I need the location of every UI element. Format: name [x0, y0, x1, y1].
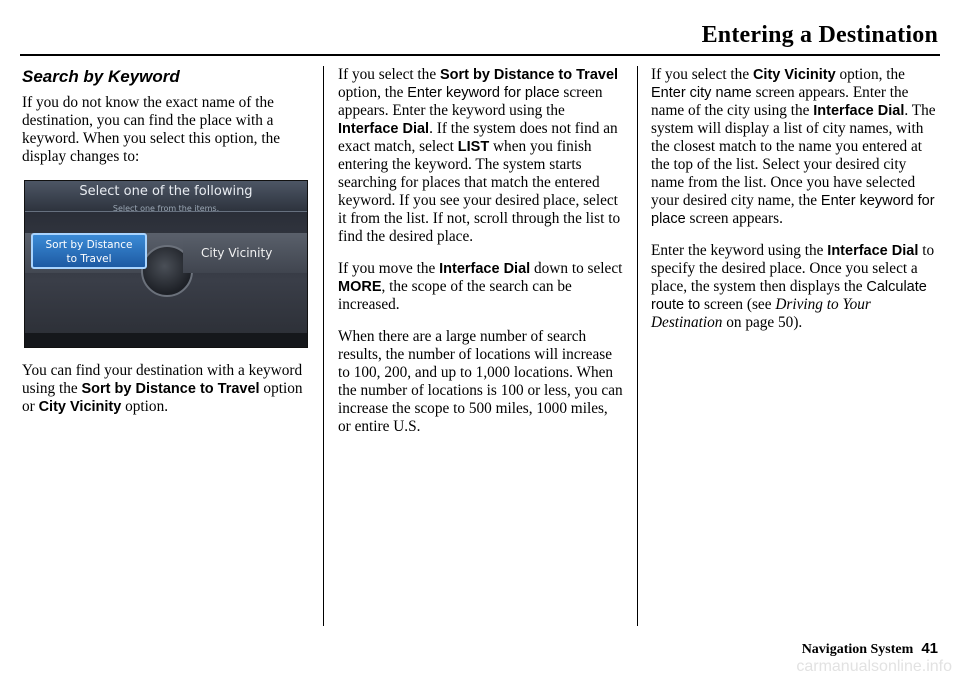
sort-option-line-1: Sort by Distance — [45, 239, 133, 251]
sort-by-distance-option — [31, 233, 147, 269]
city-vicinity-paragraph — [651, 66, 941, 228]
text-run: Enter the keyword using the — [651, 242, 828, 259]
ui-term-sort-by-distance: Sort by Distance to Travel — [439, 67, 619, 83]
text-run: , the scope of the search can be increased. — [338, 278, 572, 313]
column-divider-2 — [637, 66, 638, 626]
watermark: carmanualsonline.info — [796, 658, 952, 675]
page-footer — [802, 640, 938, 658]
column-2 — [338, 66, 624, 450]
text-run: when you finish entering the keyword. The system starts searching for places that match the entered keyword. If you see your desired place, select it from the list. If not, scroll through the list to find the desired place. — [338, 138, 621, 245]
text-run: option, the — [835, 66, 905, 83]
intro-text: If you do not know the exact name of the destination, you can find the place with a keyword. When you select this option, the display changes to: — [22, 94, 281, 165]
text-run: screen appears. — [685, 210, 783, 227]
text-run: to specify the desired place. Once you select a place, the system then displays the — [651, 242, 935, 295]
ui-term-interface-dial: Interface Dial — [827, 243, 919, 259]
text-run: . The system will display a list of city names, with the closest match to the name you entered at the top of the list. Select your desired city name from the list. Once you have selected your desired city name, the — [651, 102, 936, 209]
title-divider — [20, 54, 940, 56]
screen-title: Select one of the following — [79, 184, 253, 199]
ui-term-list: LIST — [457, 139, 490, 155]
text-run: screen appears. Enter the name of the city using the — [651, 84, 909, 119]
column-1 — [22, 66, 310, 430]
enter-keyword-paragraph — [651, 242, 941, 332]
column-3 — [651, 66, 941, 346]
sort-distance-paragraph — [338, 66, 624, 246]
page-number: 41 — [921, 640, 938, 657]
ui-term-city-vicinity: City Vicinity — [752, 67, 836, 83]
page-title: Entering a Destination — [701, 22, 938, 48]
ui-screen-enter-keyword: Enter keyword for place — [407, 85, 560, 101]
intro-paragraph — [22, 94, 310, 166]
ui-term-city-vicinity: City Vicinity — [38, 399, 122, 415]
ui-term-interface-dial: Interface Dial — [439, 261, 531, 277]
ui-term-more: MORE — [338, 279, 382, 295]
text-run: on page 50). — [722, 314, 803, 331]
text-run: You can find your destination with a keyword using the — [22, 362, 303, 397]
text-run: . If the system does not find an exact match, select — [338, 120, 618, 155]
screen-bottom-bar — [25, 333, 307, 347]
ui-screen-enter-keyword: Enter keyword for place — [651, 193, 935, 227]
column-divider-1 — [323, 66, 324, 626]
ui-term-interface-dial: Interface Dial — [813, 103, 905, 119]
footer-section: Navigation System — [801, 642, 914, 657]
keyword-paragraph — [22, 362, 310, 416]
screen-subtitle: Select one from the items. — [112, 204, 220, 213]
text-run: When there are a large number of search results, the number of locations will increase to 100, 200, and up to 1,000 locations. When the number of locations is 100 or less, you can increase the scope to 500 miles, 1000 miles, or entire U.S. — [338, 328, 623, 435]
sort-option-line-2: to Travel — [66, 253, 112, 265]
text-run: If you select the — [651, 66, 753, 83]
screen-illustration — [24, 180, 308, 348]
section-heading: Search by Keyword — [22, 67, 180, 86]
text-run: If you move the — [338, 260, 440, 277]
text-run: option, the — [338, 84, 408, 101]
ui-screen-calculate-route: Calculate route to — [651, 279, 927, 313]
ui-screen-enter-city-name: Enter city name — [651, 85, 752, 101]
text-run: screen (see — [700, 296, 776, 313]
text-run: If you select the — [338, 66, 440, 83]
ui-term-sort-by-distance: Sort by Distance to Travel — [81, 381, 260, 397]
text-run: down to select — [530, 260, 623, 277]
city-vicinity-option: City Vicinity — [183, 233, 307, 273]
ui-term-interface-dial: Interface Dial — [338, 121, 430, 137]
text-run: option or — [22, 380, 303, 415]
cross-reference-link[interactable]: Driving to Your Destination — [651, 296, 871, 331]
text-run: option. — [121, 398, 169, 415]
text-run: screen appears. Enter the keyword using the — [338, 84, 603, 119]
more-paragraph — [338, 260, 624, 314]
results-paragraph — [338, 328, 624, 436]
